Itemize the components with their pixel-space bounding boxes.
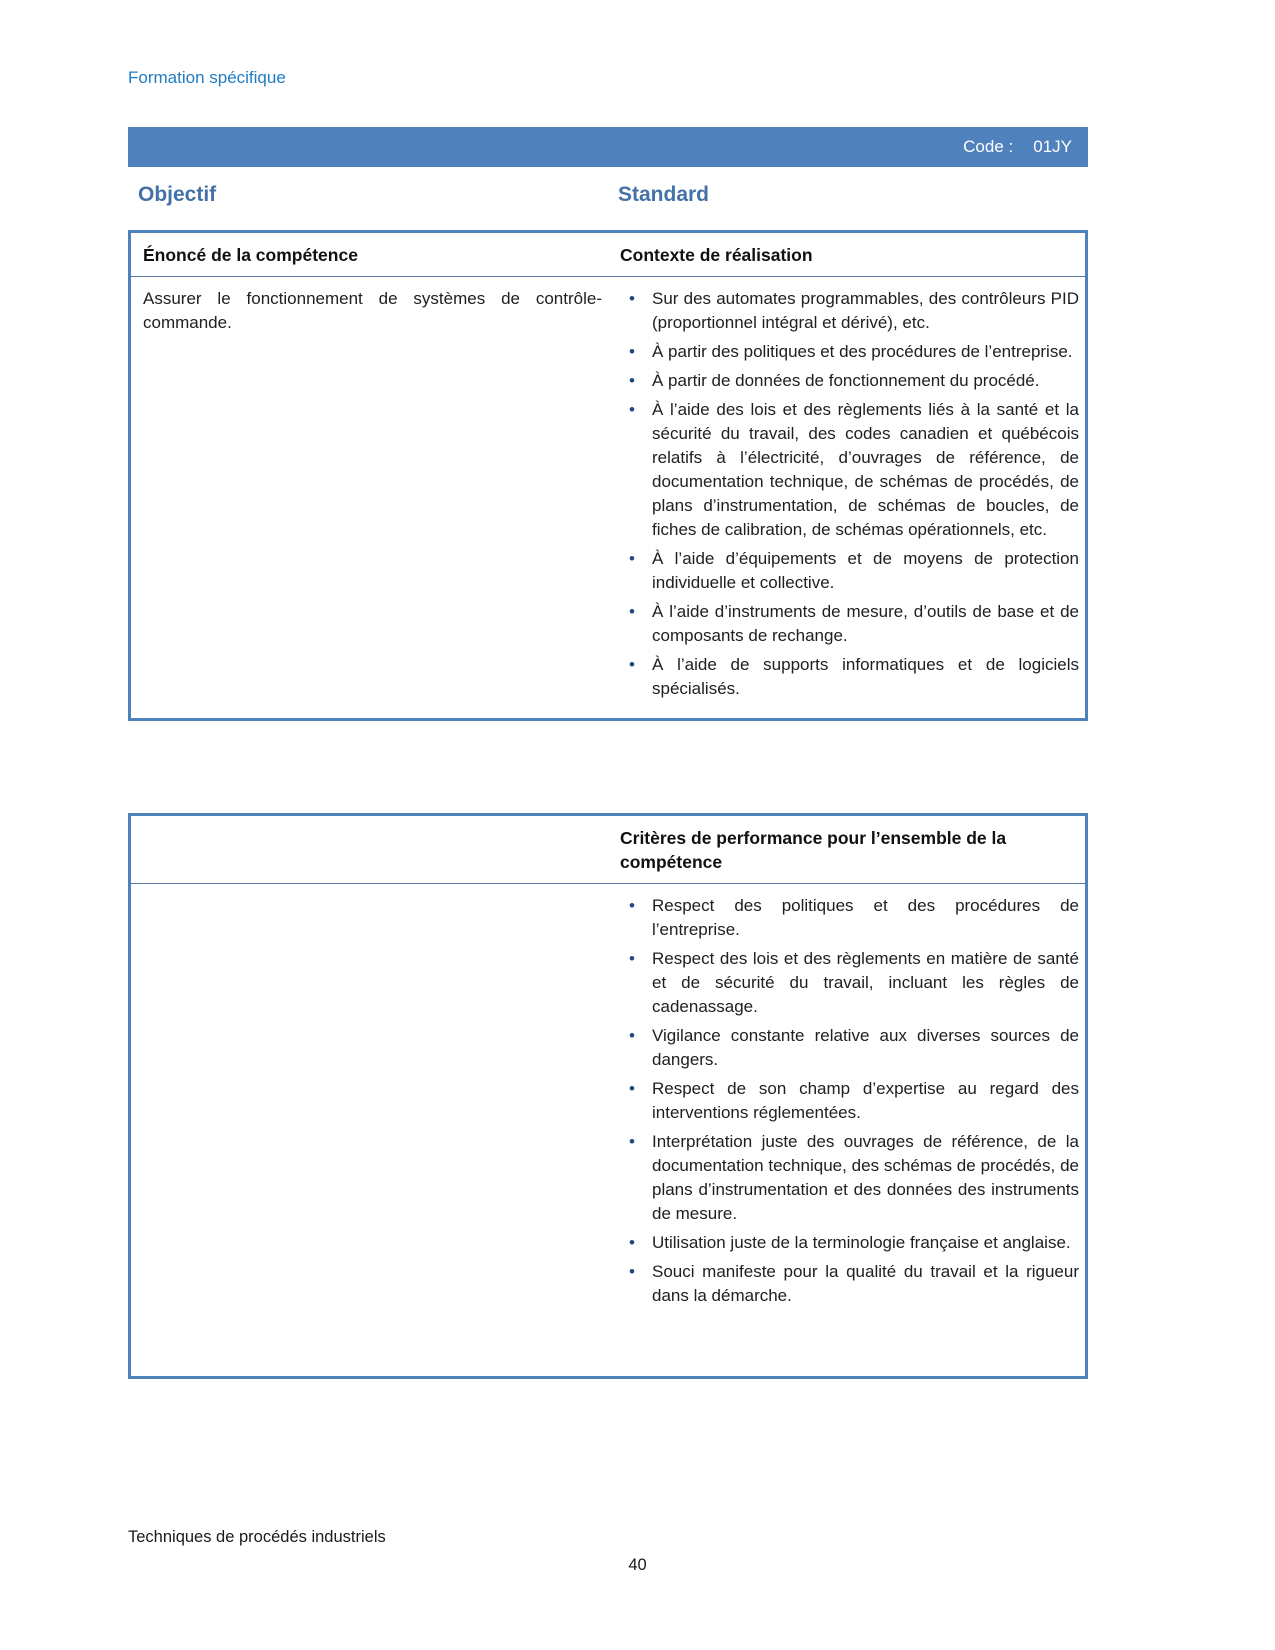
- bullet-item: • Respect des lois et des règlements en matière de santé et de sécurité du travail, incluant les règles de cadenassage.: [620, 947, 1079, 1019]
- bullet-item: • À l’aide des lois et des règlements liés à la santé et la sécurité du travail, des codes canadien et québécois relatifs à l’électricité, d’ouvrages de référence, de documentation technique, de schémas de procédés, de plans d’instrumentation, de schémas de boucles, de fiches de calibration, de schémas opérationnels, etc.: [620, 398, 1079, 542]
- criteria-cell: [608, 884, 1085, 1376]
- bullet-item: • Vigilance constante relative aux diverses sources de dangers.: [620, 1024, 1079, 1072]
- criteria-table-header-row: [131, 816, 1085, 884]
- criteria-table: [128, 813, 1088, 1379]
- column-headings: [128, 183, 1088, 207]
- criteria-table-body-row: [131, 884, 1085, 1376]
- bullet-item: • À partir de données de fonctionnement du procédé.: [620, 369, 1079, 393]
- footer-program-name: Techniques de procédés industriels: [128, 1528, 386, 1546]
- competence-table: [128, 230, 1088, 721]
- criteria-bullet-list: [620, 894, 1079, 1308]
- competence-statement: Assurer le fonctionnement de systèmes de contrôle-commande.: [143, 289, 602, 332]
- bullet-item: • À partir des politiques et des procédures de l’entreprise.: [620, 340, 1079, 364]
- standard-heading: Standard: [618, 183, 710, 206]
- criteria-empty-cell: [131, 884, 608, 1376]
- bullet-item: • Respect des politiques et des procédures de l’entreprise.: [620, 894, 1079, 942]
- code-value: 01JY: [1033, 137, 1072, 156]
- bullet-item: • À l’aide d’instruments de mesure, d’outils de base et de composants de rechange.: [620, 600, 1079, 648]
- objectif-heading: Objectif: [138, 183, 217, 206]
- code-bar: [128, 127, 1088, 167]
- competence-table-body-row: [131, 277, 1085, 718]
- context-bullet-list: [620, 287, 1079, 701]
- bullet-item: • Sur des automates programmables, des contrôleurs PID (proportionnel intégral et dérivé), etc.: [620, 287, 1079, 335]
- bullet-item: • Souci manifeste pour la qualité du travail et la rigueur dans la démarche.: [620, 1260, 1079, 1308]
- competence-table-header-row: [131, 233, 1085, 277]
- criteria-header: Critères de performance pour l’ensemble de la compétence: [620, 828, 1007, 872]
- bullet-item: • À l’aide de supports informatiques et de logiciels spécialisés.: [620, 653, 1079, 701]
- code-label: Code :: [963, 137, 1014, 156]
- section-label: Formation spécifique: [128, 68, 286, 87]
- bullet-item: • Utilisation juste de la terminologie française et anglaise.: [620, 1231, 1079, 1255]
- competence-statement-header: Énoncé de la compétence: [143, 245, 358, 265]
- footer-page-number: 40: [628, 1556, 647, 1574]
- bullet-item: • À l’aide d’équipements et de moyens de protection individuelle et collective.: [620, 547, 1079, 595]
- context-cell: [608, 277, 1085, 718]
- criteria-empty-header: [131, 816, 608, 883]
- context-header: Contexte de réalisation: [620, 245, 813, 265]
- bullet-item: • Interprétation juste des ouvrages de référence, de la documentation technique, des schémas de procédés, de plans d’instrumentation et des données des instruments de mesure.: [620, 1130, 1079, 1226]
- bullet-item: • Respect de son champ d’expertise au regard des interventions réglementées.: [620, 1077, 1079, 1125]
